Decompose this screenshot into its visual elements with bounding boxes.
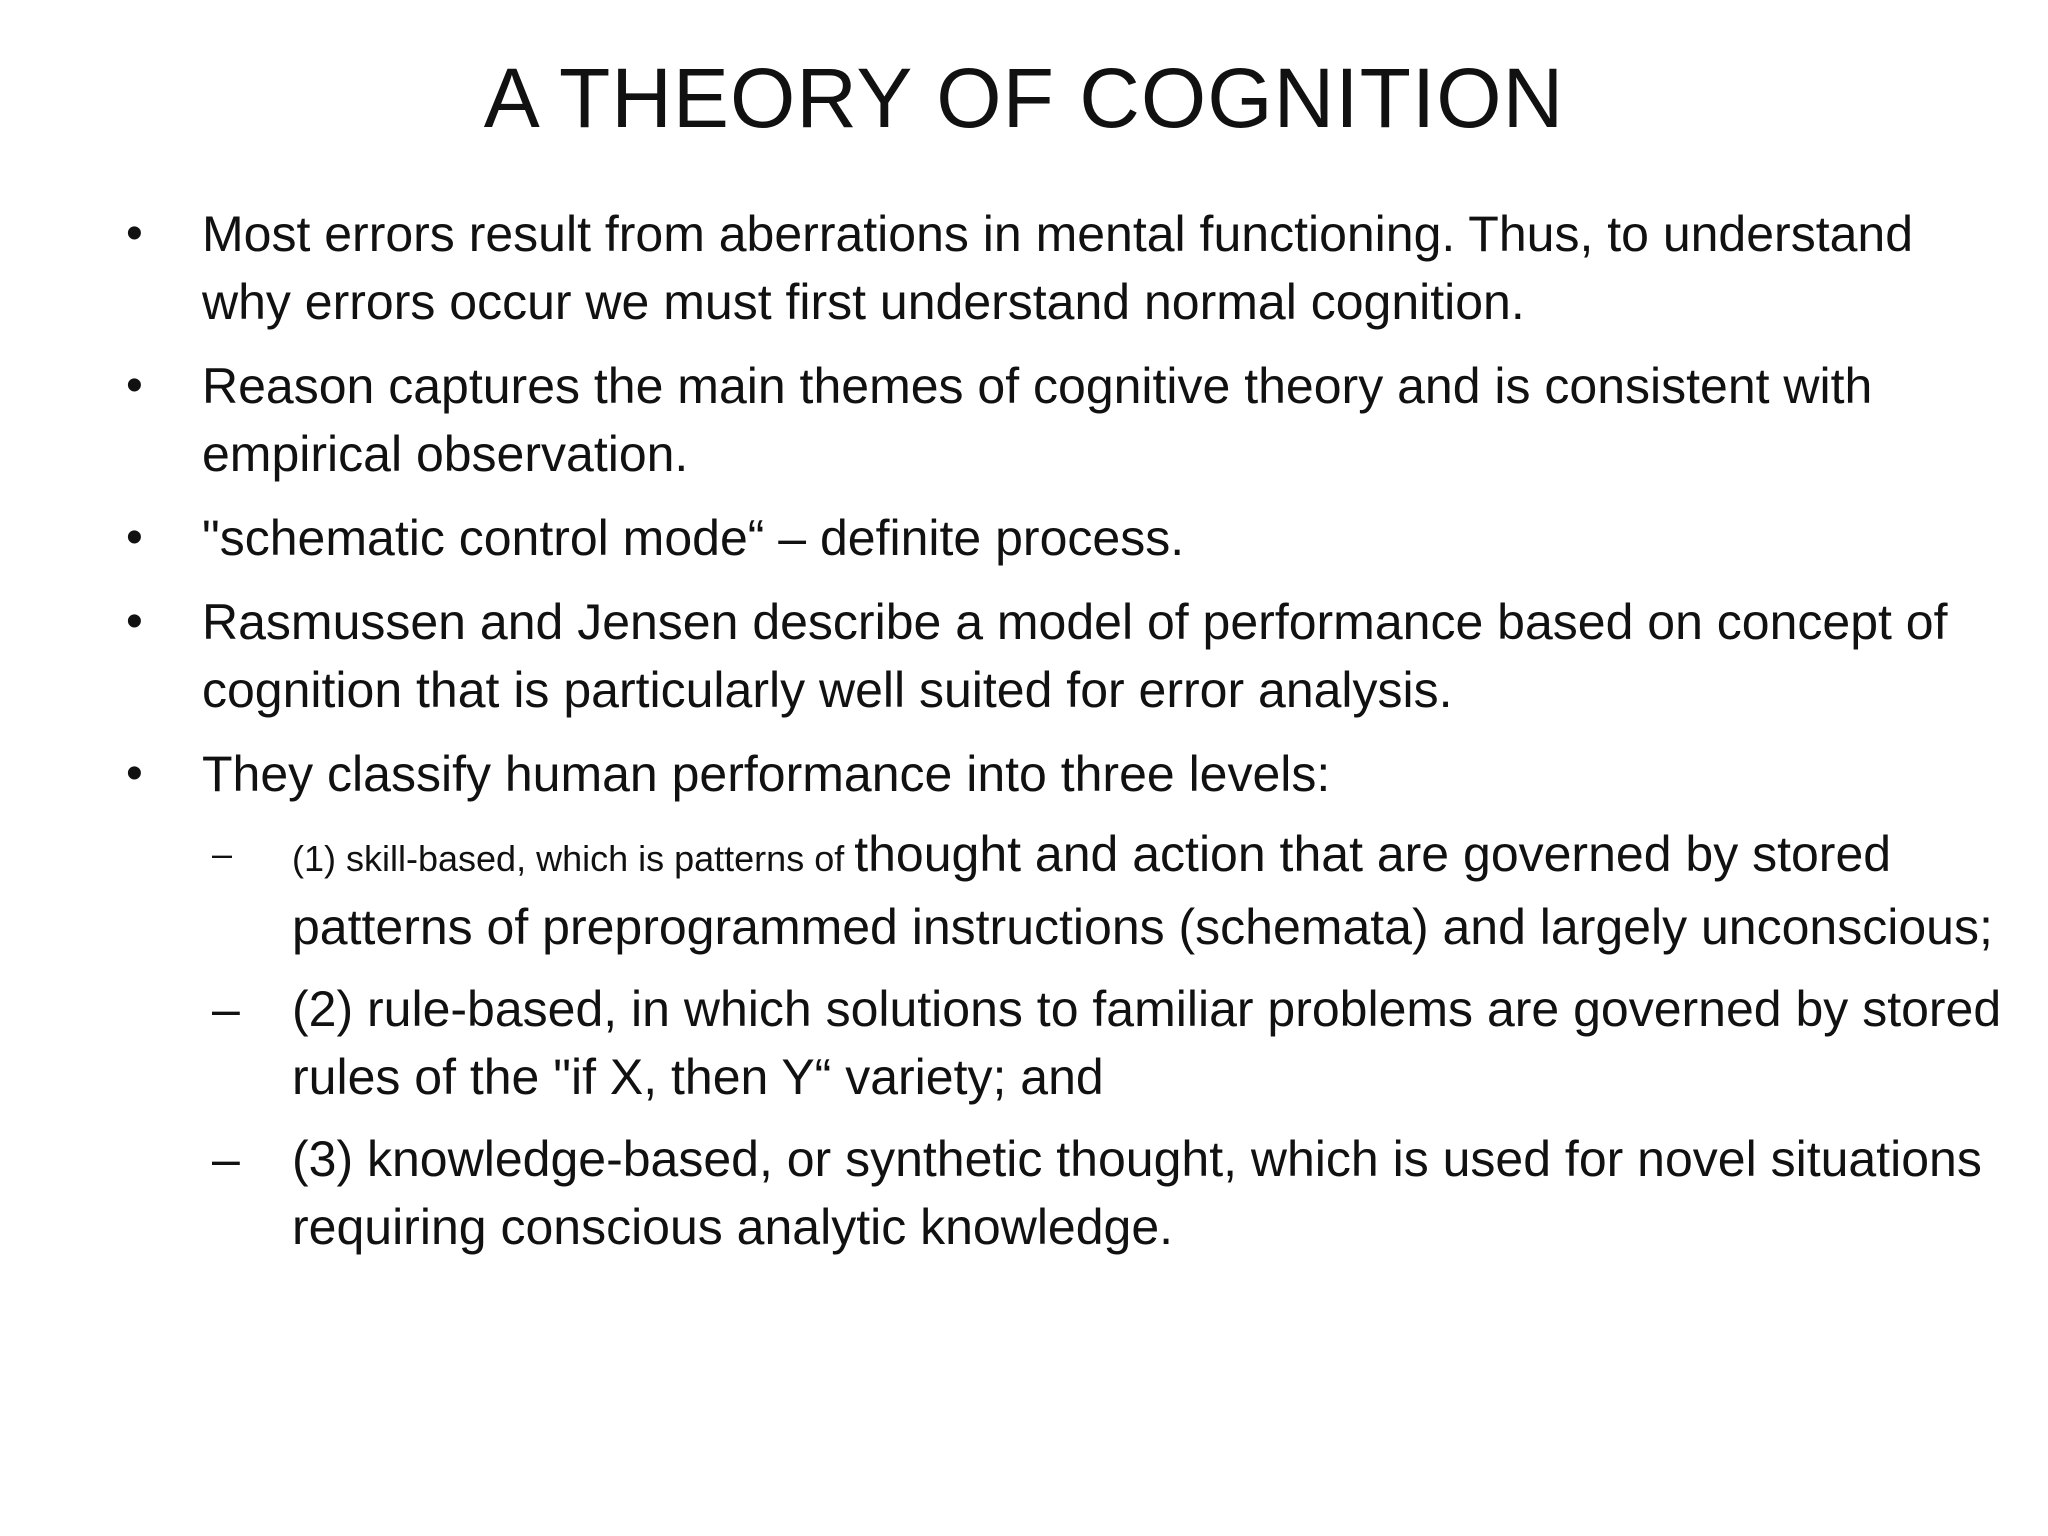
bullet-text: Rasmussen and Jensen describe a model of performance based on concept of cognition that is particularly well suited for error analysis. — [202, 594, 1948, 718]
bullet-dot-icon: • — [126, 359, 143, 412]
sub-bullet-list — [212, 820, 2002, 1261]
bullet-item — [122, 504, 1962, 572]
bullet-text: Reason captures the main themes of cognitive theory and is consistent with empirical observation. — [202, 358, 1873, 482]
dash-icon: – — [212, 1131, 240, 1187]
sub-bullet-text-small: (1) skill-based, which is patterns of — [292, 838, 855, 879]
sub-bullet-text: (3) knowledge-based, or synthetic thought, which is used for novel situations requiring conscious analytic knowledge. — [292, 1131, 1982, 1255]
bullet-dot-icon: • — [126, 595, 143, 648]
sub-bullet-item — [212, 820, 2048, 961]
bullet-dot-icon: • — [126, 747, 143, 800]
bullet-text: "schematic control mode“ – definite process. — [202, 510, 1185, 566]
dash-icon: – — [212, 833, 233, 874]
sub-bullet-item — [212, 975, 2048, 1111]
sub-bullet-text: (2) rule-based, in which solutions to familiar problems are governed by stored rules of the "if X, then Y“ variety; and — [292, 981, 2002, 1105]
bullet-item — [122, 588, 1962, 724]
bullet-text: Most errors result from aberrations in mental functioning. Thus, to understand why errors occur we must first understand normal cognition. — [202, 206, 1914, 330]
bullet-list — [122, 200, 2002, 1277]
bullet-item — [122, 200, 1962, 336]
bullet-item — [122, 740, 2002, 1261]
dash-icon: – — [212, 981, 240, 1037]
sub-bullet-text: thought and action that are governed by stored patterns of preprogrammed instructions (schemata) and largely unconscious; — [292, 826, 1993, 955]
slide-title: A THEORY OF COGNITION — [483, 51, 1565, 145]
sub-bullet-item — [212, 1125, 2048, 1261]
bullet-text: They classify human performance into three levels: — [202, 746, 1331, 802]
bullet-item — [122, 352, 1962, 488]
bullet-dot-icon: • — [126, 207, 143, 260]
bullet-dot-icon: • — [126, 511, 143, 564]
